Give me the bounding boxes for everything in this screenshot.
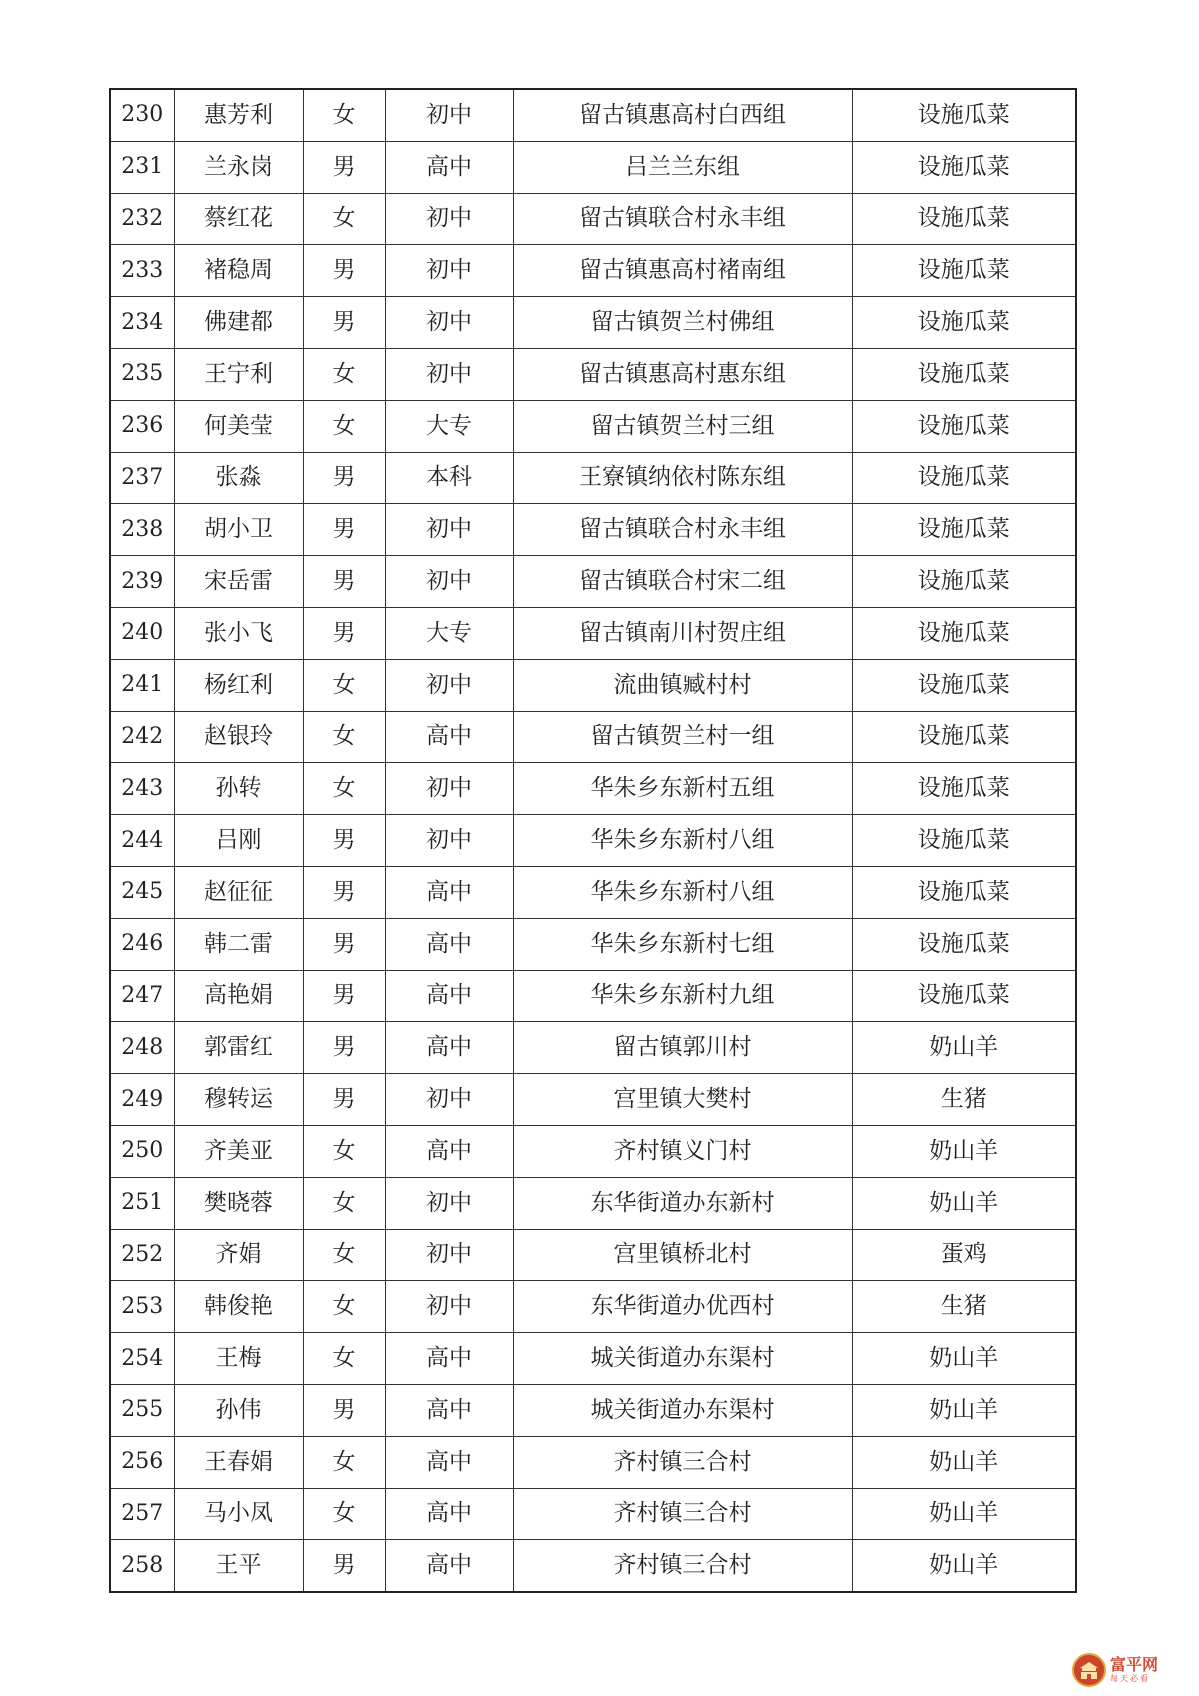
- cell-person-name: 王平: [174, 1540, 303, 1592]
- cell-industry: 设施瓜菜: [852, 89, 1076, 141]
- table-row: [110, 556, 1076, 608]
- cell-address: 留古镇南川村贺庄组: [513, 607, 852, 659]
- cell-education: 初中: [385, 504, 513, 556]
- table-row: [110, 1125, 1076, 1177]
- cell-education: 高中: [385, 866, 513, 918]
- cell-industry: 设施瓜菜: [852, 245, 1076, 297]
- table-row: [110, 245, 1076, 297]
- table-row: [110, 348, 1076, 400]
- cell-industry: 奶山羊: [852, 1333, 1076, 1385]
- cell-industry: 奶山羊: [852, 1540, 1076, 1592]
- cell-education: 高中: [385, 141, 513, 193]
- cell-person-name: 宋岳雷: [174, 556, 303, 608]
- cell-address: 留古镇惠高村惠东组: [513, 348, 852, 400]
- cell-industry: 设施瓜菜: [852, 711, 1076, 763]
- cell-person-name: 樊晓蓉: [174, 1177, 303, 1229]
- cell-row-number: 240: [110, 607, 174, 659]
- cell-person-name: 王梅: [174, 1333, 303, 1385]
- cell-gender: 女: [303, 1229, 385, 1281]
- cell-education: 初中: [385, 556, 513, 608]
- cell-industry: 设施瓜菜: [852, 556, 1076, 608]
- cell-industry: 设施瓜菜: [852, 918, 1076, 970]
- table-row: [110, 970, 1076, 1022]
- cell-address: 留古镇贺兰村佛组: [513, 297, 852, 349]
- table-row: [110, 1333, 1076, 1385]
- cell-person-name: 张淼: [174, 452, 303, 504]
- cell-education: 大专: [385, 607, 513, 659]
- cell-education: 初中: [385, 1074, 513, 1126]
- cell-industry: 蛋鸡: [852, 1229, 1076, 1281]
- cell-person-name: 王春娟: [174, 1436, 303, 1488]
- cell-person-name: 韩俊艳: [174, 1281, 303, 1333]
- cell-person-name: 张小飞: [174, 607, 303, 659]
- cell-gender: 女: [303, 89, 385, 141]
- cell-gender: 男: [303, 452, 385, 504]
- cell-address: 留古镇贺兰村三组: [513, 400, 852, 452]
- cell-gender: 女: [303, 659, 385, 711]
- cell-row-number: 231: [110, 141, 174, 193]
- cell-gender: 男: [303, 504, 385, 556]
- cell-address: 华朱乡东新村七组: [513, 918, 852, 970]
- cell-education: 高中: [385, 1125, 513, 1177]
- cell-person-name: 赵征征: [174, 866, 303, 918]
- cell-address: 华朱乡东新村八组: [513, 815, 852, 867]
- cell-gender: 男: [303, 141, 385, 193]
- cell-education: 大专: [385, 400, 513, 452]
- cell-row-number: 243: [110, 763, 174, 815]
- cell-gender: 女: [303, 193, 385, 245]
- cell-address: 齐村镇三合村: [513, 1436, 852, 1488]
- cell-gender: 女: [303, 1488, 385, 1540]
- cell-person-name: 兰永岗: [174, 141, 303, 193]
- cell-row-number: 233: [110, 245, 174, 297]
- cell-gender: 男: [303, 970, 385, 1022]
- cell-address: 齐村镇三合村: [513, 1540, 852, 1592]
- cell-address: 留古镇联合村永丰组: [513, 504, 852, 556]
- cell-education: 高中: [385, 1540, 513, 1592]
- cell-education: 本科: [385, 452, 513, 504]
- cell-row-number: 253: [110, 1281, 174, 1333]
- cell-person-name: 赵银玲: [174, 711, 303, 763]
- cell-row-number: 230: [110, 89, 174, 141]
- cell-gender: 男: [303, 556, 385, 608]
- cell-gender: 女: [303, 1436, 385, 1488]
- table-row: [110, 400, 1076, 452]
- watermark-site-name: 富平网: [1110, 1655, 1159, 1674]
- cell-address: 东华街道办东新村: [513, 1177, 852, 1229]
- cell-education: 初中: [385, 297, 513, 349]
- cell-industry: 设施瓜菜: [852, 970, 1076, 1022]
- cell-person-name: 韩二雷: [174, 918, 303, 970]
- cell-address: 宫里镇大樊村: [513, 1074, 852, 1126]
- table-row: [110, 1488, 1076, 1540]
- cell-person-name: 王宁利: [174, 348, 303, 400]
- cell-education: 初中: [385, 1281, 513, 1333]
- cell-industry: 设施瓜菜: [852, 763, 1076, 815]
- cell-industry: 生猪: [852, 1074, 1076, 1126]
- cell-person-name: 马小凤: [174, 1488, 303, 1540]
- cell-education: 高中: [385, 1436, 513, 1488]
- cell-industry: 设施瓜菜: [852, 659, 1076, 711]
- cell-row-number: 238: [110, 504, 174, 556]
- table-row: [110, 89, 1076, 141]
- table-row: [110, 1436, 1076, 1488]
- cell-industry: 奶山羊: [852, 1436, 1076, 1488]
- cell-person-name: 佛建都: [174, 297, 303, 349]
- cell-industry: 设施瓜菜: [852, 815, 1076, 867]
- cell-education: 初中: [385, 815, 513, 867]
- cell-address: 留古镇惠高村褚南组: [513, 245, 852, 297]
- cell-industry: 设施瓜菜: [852, 141, 1076, 193]
- cell-row-number: 247: [110, 970, 174, 1022]
- cell-address: 留古镇郭川村: [513, 1022, 852, 1074]
- table-row: [110, 866, 1076, 918]
- cell-address: 齐村镇三合村: [513, 1488, 852, 1540]
- cell-row-number: 239: [110, 556, 174, 608]
- cell-row-number: 254: [110, 1333, 174, 1385]
- cell-address: 吕兰兰东组: [513, 141, 852, 193]
- cell-industry: 设施瓜菜: [852, 400, 1076, 452]
- cell-gender: 男: [303, 297, 385, 349]
- cell-gender: 男: [303, 815, 385, 867]
- table-row: [110, 141, 1076, 193]
- cell-row-number: 252: [110, 1229, 174, 1281]
- table-row: [110, 918, 1076, 970]
- table-row: [110, 504, 1076, 556]
- cell-address: 王寮镇纳依村陈东组: [513, 452, 852, 504]
- table-row: [110, 1022, 1076, 1074]
- cell-address: 留古镇联合村宋二组: [513, 556, 852, 608]
- cell-education: 高中: [385, 1022, 513, 1074]
- cell-gender: 女: [303, 1177, 385, 1229]
- cell-person-name: 胡小卫: [174, 504, 303, 556]
- cell-row-number: 235: [110, 348, 174, 400]
- cell-gender: 男: [303, 918, 385, 970]
- table-row: [110, 815, 1076, 867]
- cell-industry: 奶山羊: [852, 1022, 1076, 1074]
- cell-industry: 设施瓜菜: [852, 607, 1076, 659]
- cell-education: 初中: [385, 659, 513, 711]
- cell-education: 初中: [385, 193, 513, 245]
- cell-address: 流曲镇臧村村: [513, 659, 852, 711]
- cell-person-name: 郭雷红: [174, 1022, 303, 1074]
- cell-row-number: 257: [110, 1488, 174, 1540]
- cell-row-number: 258: [110, 1540, 174, 1592]
- cell-industry: 奶山羊: [852, 1125, 1076, 1177]
- cell-row-number: 237: [110, 452, 174, 504]
- cell-row-number: 242: [110, 711, 174, 763]
- cell-education: 高中: [385, 1488, 513, 1540]
- cell-industry: 设施瓜菜: [852, 452, 1076, 504]
- cell-row-number: 255: [110, 1384, 174, 1436]
- cell-education: 高中: [385, 1333, 513, 1385]
- cell-row-number: 248: [110, 1022, 174, 1074]
- cell-address: 华朱乡东新村八组: [513, 866, 852, 918]
- watermark-text: [1110, 1657, 1158, 1683]
- cell-industry: 生猪: [852, 1281, 1076, 1333]
- cell-row-number: 249: [110, 1074, 174, 1126]
- table-row: [110, 1229, 1076, 1281]
- table-row: [110, 452, 1076, 504]
- cell-gender: 女: [303, 400, 385, 452]
- cell-gender: 男: [303, 1384, 385, 1436]
- table-row: [110, 297, 1076, 349]
- cell-person-name: 高艳娟: [174, 970, 303, 1022]
- cell-person-name: 穆转运: [174, 1074, 303, 1126]
- cell-education: 高中: [385, 970, 513, 1022]
- site-watermark: [1072, 1650, 1192, 1690]
- cell-gender: 男: [303, 1540, 385, 1592]
- cell-address: 华朱乡东新村九组: [513, 970, 852, 1022]
- cell-person-name: 齐美亚: [174, 1125, 303, 1177]
- cell-industry: 奶山羊: [852, 1177, 1076, 1229]
- cell-address: 宫里镇桥北村: [513, 1229, 852, 1281]
- table-row: [110, 1540, 1076, 1592]
- gate-tower-icon: [1072, 1653, 1106, 1687]
- cell-row-number: 232: [110, 193, 174, 245]
- cell-row-number: 251: [110, 1177, 174, 1229]
- cell-gender: 男: [303, 607, 385, 659]
- cell-gender: 女: [303, 1125, 385, 1177]
- cell-row-number: 241: [110, 659, 174, 711]
- cell-address: 城关街道办东渠村: [513, 1384, 852, 1436]
- roster-table: [109, 88, 1077, 1593]
- cell-industry: 奶山羊: [852, 1488, 1076, 1540]
- cell-person-name: 蔡红花: [174, 193, 303, 245]
- table-row: [110, 1074, 1076, 1126]
- cell-education: 初中: [385, 763, 513, 815]
- cell-industry: 设施瓜菜: [852, 348, 1076, 400]
- cell-gender: 男: [303, 245, 385, 297]
- cell-gender: 女: [303, 711, 385, 763]
- cell-address: 东华街道办优西村: [513, 1281, 852, 1333]
- cell-education: 初中: [385, 1177, 513, 1229]
- cell-industry: 设施瓜菜: [852, 193, 1076, 245]
- cell-person-name: 惠芳利: [174, 89, 303, 141]
- cell-row-number: 250: [110, 1125, 174, 1177]
- cell-row-number: 245: [110, 866, 174, 918]
- table-row: [110, 1384, 1076, 1436]
- cell-gender: 女: [303, 763, 385, 815]
- cell-person-name: 杨红利: [174, 659, 303, 711]
- cell-industry: 奶山羊: [852, 1384, 1076, 1436]
- cell-row-number: 246: [110, 918, 174, 970]
- cell-gender: 女: [303, 1333, 385, 1385]
- cell-address: 城关街道办东渠村: [513, 1333, 852, 1385]
- cell-row-number: 256: [110, 1436, 174, 1488]
- table-row: [110, 659, 1076, 711]
- cell-person-name: 齐娟: [174, 1229, 303, 1281]
- cell-education: 高中: [385, 918, 513, 970]
- cell-gender: 男: [303, 1074, 385, 1126]
- cell-education: 初中: [385, 245, 513, 297]
- cell-row-number: 244: [110, 815, 174, 867]
- cell-address: 齐村镇义门村: [513, 1125, 852, 1177]
- cell-person-name: 孙转: [174, 763, 303, 815]
- watermark-slogan: 每天必看: [1110, 1674, 1150, 1683]
- cell-address: 留古镇联合村永丰组: [513, 193, 852, 245]
- cell-industry: 设施瓜菜: [852, 504, 1076, 556]
- table-row: [110, 607, 1076, 659]
- table-row: [110, 763, 1076, 815]
- table-row: [110, 1177, 1076, 1229]
- cell-person-name: 褚稳周: [174, 245, 303, 297]
- cell-address: 留古镇惠高村白西组: [513, 89, 852, 141]
- cell-row-number: 236: [110, 400, 174, 452]
- cell-person-name: 孙伟: [174, 1384, 303, 1436]
- cell-education: 初中: [385, 1229, 513, 1281]
- cell-row-number: 234: [110, 297, 174, 349]
- cell-education: 高中: [385, 711, 513, 763]
- table-row: [110, 193, 1076, 245]
- cell-education: 高中: [385, 1384, 513, 1436]
- cell-industry: 设施瓜菜: [852, 297, 1076, 349]
- cell-industry: 设施瓜菜: [852, 866, 1076, 918]
- table-row: [110, 711, 1076, 763]
- roster-body: [110, 89, 1076, 1592]
- cell-gender: 男: [303, 1022, 385, 1074]
- cell-gender: 男: [303, 866, 385, 918]
- cell-education: 初中: [385, 89, 513, 141]
- table-row: [110, 1281, 1076, 1333]
- cell-person-name: 吕刚: [174, 815, 303, 867]
- cell-gender: 女: [303, 348, 385, 400]
- cell-address: 留古镇贺兰村一组: [513, 711, 852, 763]
- cell-gender: 女: [303, 1281, 385, 1333]
- cell-education: 初中: [385, 348, 513, 400]
- cell-person-name: 何美莹: [174, 400, 303, 452]
- cell-address: 华朱乡东新村五组: [513, 763, 852, 815]
